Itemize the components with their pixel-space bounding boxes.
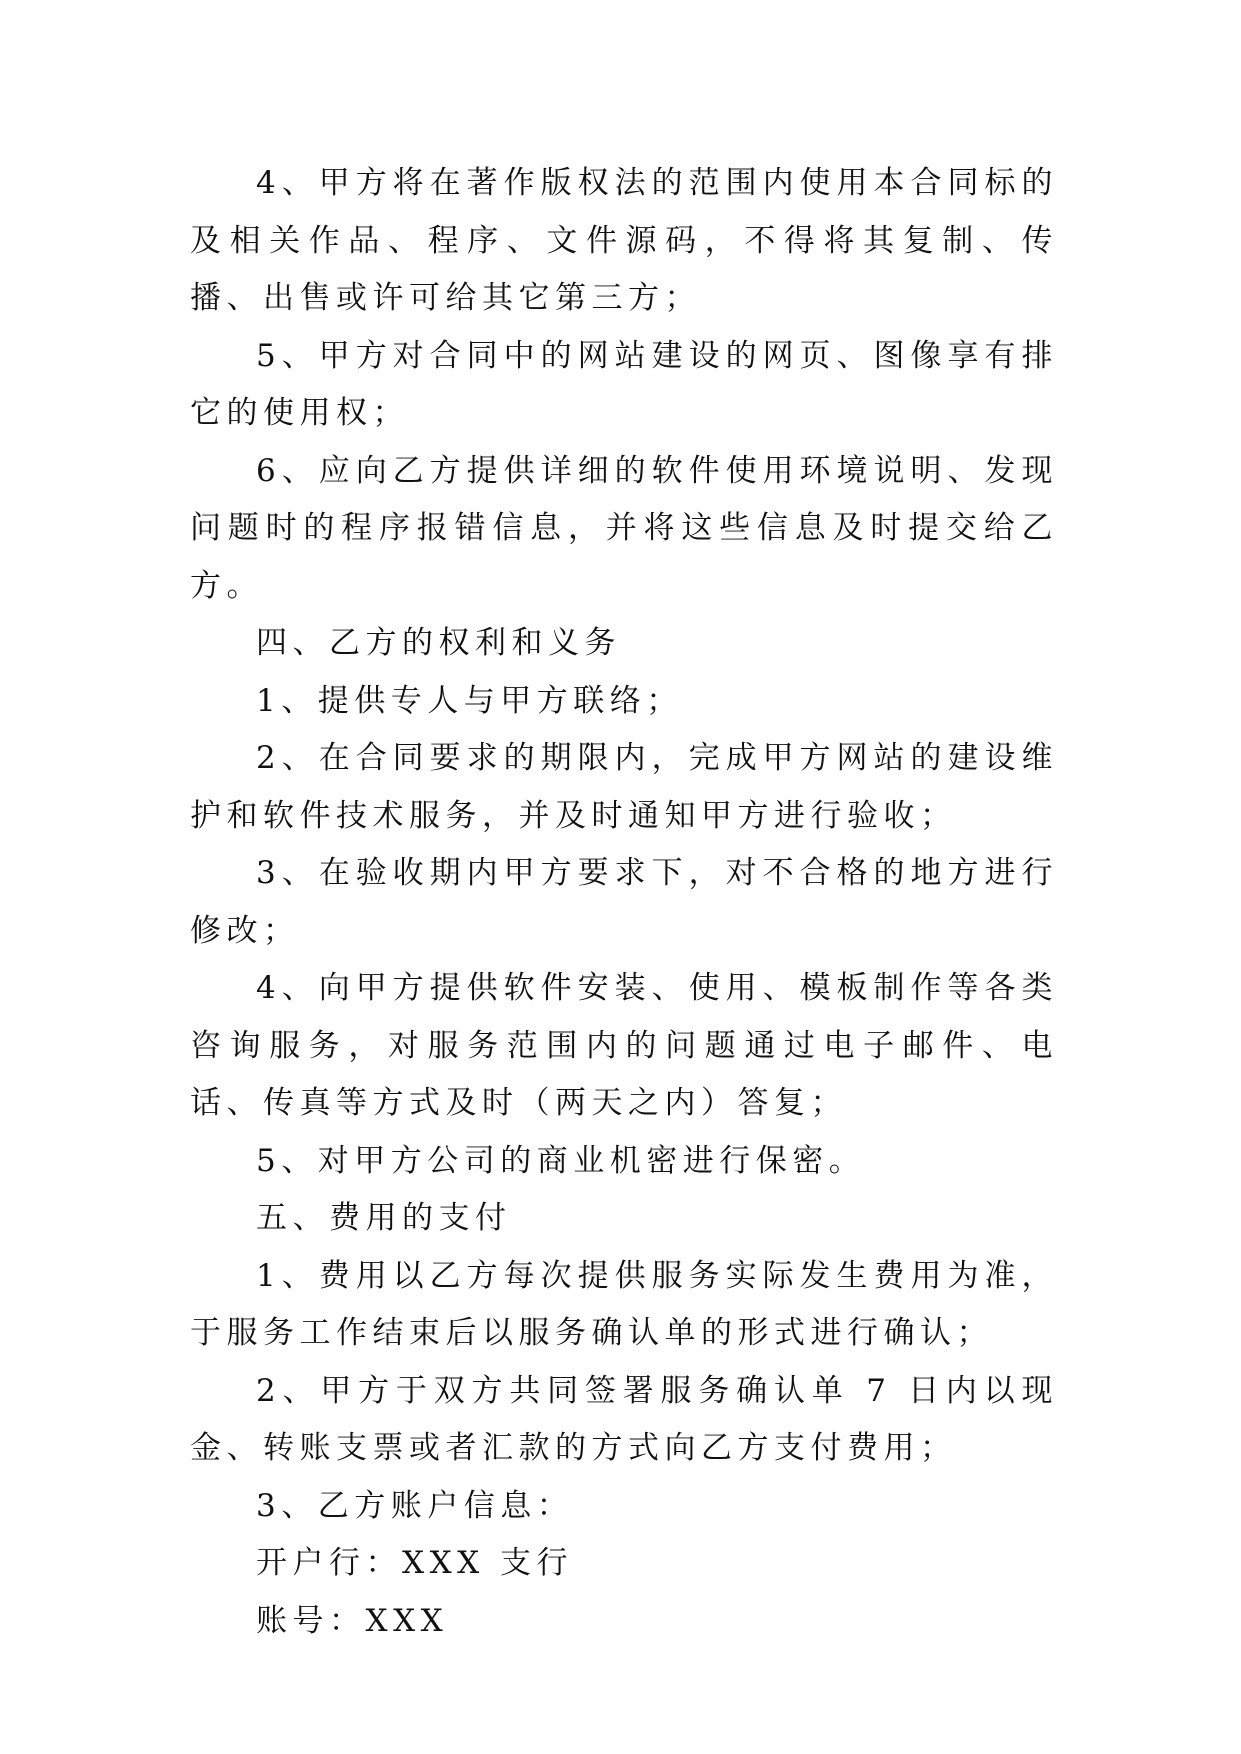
clause-party-b-5: 5、对甲方公司的商业机密进行保密。 xyxy=(256,1142,866,1179)
document-body xyxy=(190,155,1058,1650)
section-heading-party-b-rights: 四、乙方的权利和义务 xyxy=(256,625,621,661)
account-number-line: 账号：XXX xyxy=(256,1602,449,1639)
clause-payment-2: 2、甲方于双方共同签署服务确认单 7 日内以现金、转账支票或者汇款的方式向乙方支付费用； xyxy=(190,1372,1058,1466)
clause-party-b-4: 4、向甲方提供软件安装、使用、模板制作等各类咨询服务，对服务范围内的问题通过电子邮件、电话、传真等方式及时（两天之内）答复； xyxy=(190,970,1058,1121)
bank-name-line: 开户行：XXX 支行 xyxy=(256,1545,574,1581)
clause-party-a-6: 6、应向乙方提供详细的软件使用环境说明、发现问题时的程序报错信息，并将这些信息及时提交给乙方。 xyxy=(190,452,1058,604)
clause-party-b-2: 2、在合同要求的期限内，完成甲方网站的建设维护和软件技术服务，并及时通知甲方进行验收； xyxy=(190,740,1058,834)
clause-payment-1: 1、费用以乙方每次提供服务实际发生费用为准，于服务工作结束后以服务确认单的形式进行确认； xyxy=(190,1257,1058,1351)
clause-party-b-1: 1、提供专人与甲方联络； xyxy=(256,682,683,719)
clause-party-b-3: 3、在验收期内甲方要求下，对不合格的地方进行修改； xyxy=(190,855,1058,949)
clause-party-a-4: 4、甲方将在著作版权法的范围内使用本合同标的及相关作品、程序、文件源码，不得将其复制、传播、出售或许可给其它第三方； xyxy=(190,165,1058,316)
clause-party-a-5: 5、甲方对合同中的网站建设的网页、图像享有排它的使用权； xyxy=(190,337,1058,431)
clause-payment-3: 3、乙方账户信息： xyxy=(256,1487,574,1524)
section-heading-payment: 五、费用的支付 xyxy=(256,1200,512,1236)
